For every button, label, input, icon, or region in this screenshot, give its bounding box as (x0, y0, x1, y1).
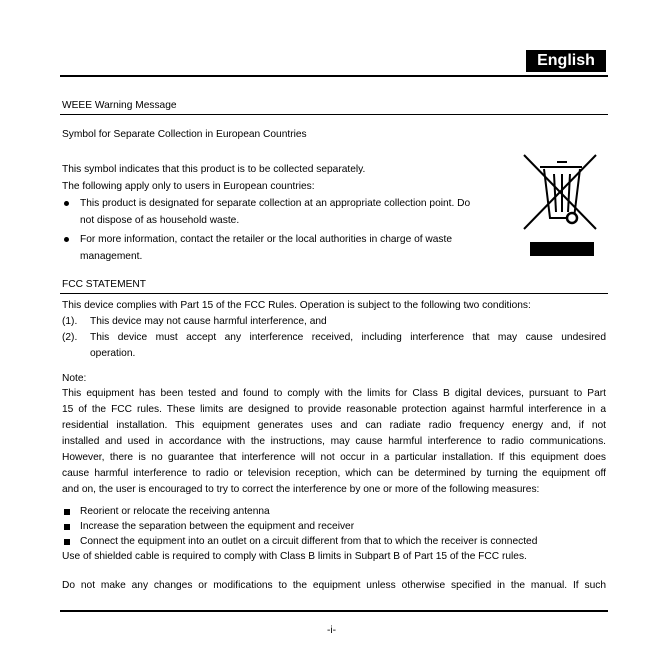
bullet-square (64, 509, 70, 515)
fcc-condition-2-num: (2). (62, 332, 78, 343)
crossed-out-wheelie-bin-icon (522, 152, 602, 258)
note-line-2: 15 of the FCC rules. These limits are designed to provide reasonable protection against harmful interference in a (62, 404, 606, 415)
language-badge: English (526, 50, 606, 72)
note-line-3: residential installation. This equipment generates uses and can radiate radio frequency energy and, if not (62, 420, 606, 431)
weee-bullet-1-line-2: not dispose of as household waste. (80, 215, 240, 226)
bullet-square (64, 524, 70, 530)
fcc-heading-rule (60, 293, 608, 294)
page-number: -i- (326, 625, 337, 636)
note-label: Note: (62, 373, 87, 384)
note-line-4: installed and used in accordance with the instructions, may cause harmful interference to radio communications. (62, 436, 606, 447)
note-line-1: This equipment has been tested and found to comply with the limits for Class B digital devices, pursuant to Part (62, 388, 606, 399)
fcc-condition-1-num: (1). (62, 316, 78, 327)
measure-3: Connect the equipment into an outlet on a circuit different from that to which the receiver is connected (80, 536, 538, 547)
fcc-condition-2-line-2: operation. (90, 348, 136, 359)
weee-bullet-1-line-1: This product is designated for separate collection at an appropriate collection point. Do (80, 198, 471, 209)
bullet-dot (64, 201, 69, 206)
weee-intro-2: The following apply only to users in European countries: (62, 181, 315, 192)
weee-heading-rule (60, 114, 608, 115)
weee-intro-1: This symbol indicates that this product is to be collected separately. (62, 164, 366, 175)
note-line-5: However, there is no guarantee that interference will not occur in a particular installation. If this equipment does (62, 452, 606, 463)
note-line-6: cause harmful interference to radio or television reception, which can be determined by turning the equipment off (62, 468, 606, 479)
weee-bullet-2-line-2: management. (80, 251, 143, 262)
fcc-heading: FCC STATEMENT (62, 279, 146, 290)
footer-rule (60, 610, 608, 612)
header-rule (60, 75, 608, 77)
weee-bullet-2-line-1: For more information, contact the retailer or the local authorities in charge of waste (80, 234, 453, 245)
bullet-square (64, 539, 70, 545)
weee-subheading: Symbol for Separate Collection in European Countries (62, 129, 307, 140)
note-line-7: and on, the user is encouraged to try to correct the interference by one or more of the following measures: (62, 484, 540, 495)
fcc-condition-2-line-1: This device must accept any interference received, including interference that may cause undesired (90, 332, 606, 343)
measure-2: Increase the separation between the equipment and receiver (80, 521, 355, 532)
bullet-dot (64, 237, 69, 242)
fcc-intro: This device complies with Part 15 of the FCC Rules. Operation is subject to the following two conditions: (62, 300, 531, 311)
fcc-condition-1: This device may not cause harmful interference, and (90, 316, 327, 327)
shielded-cable-note: Use of shielded cable is required to comply with Class B limits in Subpart B of Part 15 of the FCC rules. (62, 551, 527, 562)
weee-heading: WEEE Warning Message (62, 100, 177, 111)
changes-note: Do not make any changes or modifications to the equipment unless otherwise specified in the manual. If such (62, 580, 606, 591)
measure-1: Reorient or relocate the receiving antenna (80, 506, 270, 517)
